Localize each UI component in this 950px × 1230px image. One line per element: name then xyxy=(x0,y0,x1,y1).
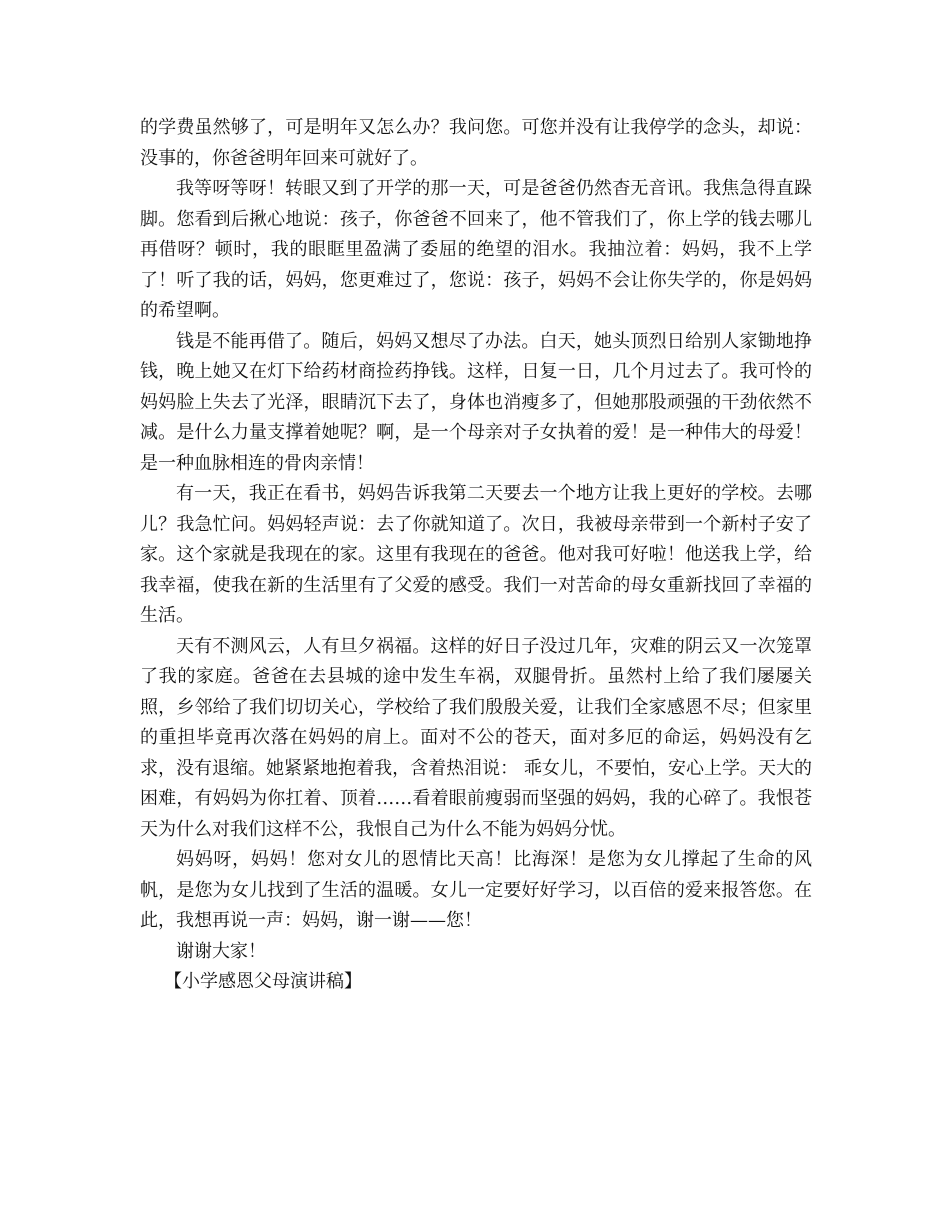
speech-title: 【小学感恩父母演讲稿】 xyxy=(164,971,362,992)
paragraph: 有一天，我正在看书，妈妈告诉我第二天要去一个地方让我上更好的学校。去哪儿？我急忙问。妈妈轻声说：去了你就知道了。次日，我被母亲带到一个新村子安了家。这个家就是我现在的家。这里有我现在的爸爸。他对我可好啦！他送我上学，给我幸福，使我在新的生活里有了父爱的感受。我们一对苦命的母女重新找回了幸福的生活。 xyxy=(140,483,812,626)
paragraph: 的学费虽然够了，可是明年又怎么办？我问您。可您并没有让我停学的念头，却说：没事的，你爸爸明年回来可就好了。 xyxy=(140,117,812,169)
document-page xyxy=(140,113,812,998)
paragraph: 妈妈呀，妈妈！您对女儿的恩情比天高！比海深！是您为女儿撑起了生命的风帆，是您为女儿找到了生活的温暖。女儿一定要好好学习，以百倍的爱来报答您。在此，我想再说一声：妈妈，谢一谢——您！ xyxy=(140,849,812,931)
paragraph: 我等呀等呀！转眼又到了开学的那一天，可是爸爸仍然杳无音讯。我焦急得直跺脚。您看到后揪心地说：孩子，你爸爸不回来了，他不管我们了，你上学的钱去哪儿再借呀？顿时，我的眼眶里盈满了委屈的绝望的泪水。我抽泣着：妈妈，我不上学了！听了我的话，妈妈，您更难过了，您说：孩子，妈妈不会让你失学的，你是妈妈的希望啊。 xyxy=(140,178,812,321)
paragraph: 钱是不能再借了。随后，妈妈又想尽了办法。白天，她头顶烈日给别人家锄地挣钱，晚上她又在灯下给药材商捡药挣钱。这样，日复一日，几个月过去了。我可怜的妈妈脸上失去了光泽，眼睛沉下去了，身体也消瘦多了，但她那股顽强的干劲依然不减。是什么力量支撑着她呢？啊，是一个母亲对子女执着的爱！是一种伟大的母爱！是一种血脉相连的骨肉亲情！ xyxy=(140,330,812,474)
closing-line: 谢谢大家！ xyxy=(176,940,266,962)
paragraph: 天有不测风云，人有旦夕祸福。这样的好日子没过几年，灾难的阴云又一次笼罩了我的家庭。爸爸在去县城的途中发生车祸，双腿骨折。虽然村上给了我们屡屡关照，乡邻给了我们切切关心，学校给了我们殷殷关爱，让我们全家感恩不尽；但家里的重担毕竟再次落在妈妈的肩上。面对不公的苍天，面对多厄的命运，妈妈没有乞求，没有退缩。她紧紧地抱着我，含着热泪说： 乖女儿，不要怕，安心上学。天大的困难，有妈妈为你扛着、顶着……看着眼前瘦弱而坚强的妈妈，我的心碎了。我恨苍天为什么对我们这样不公，我恨自己为什么不能为妈妈分忧。 xyxy=(140,635,812,840)
